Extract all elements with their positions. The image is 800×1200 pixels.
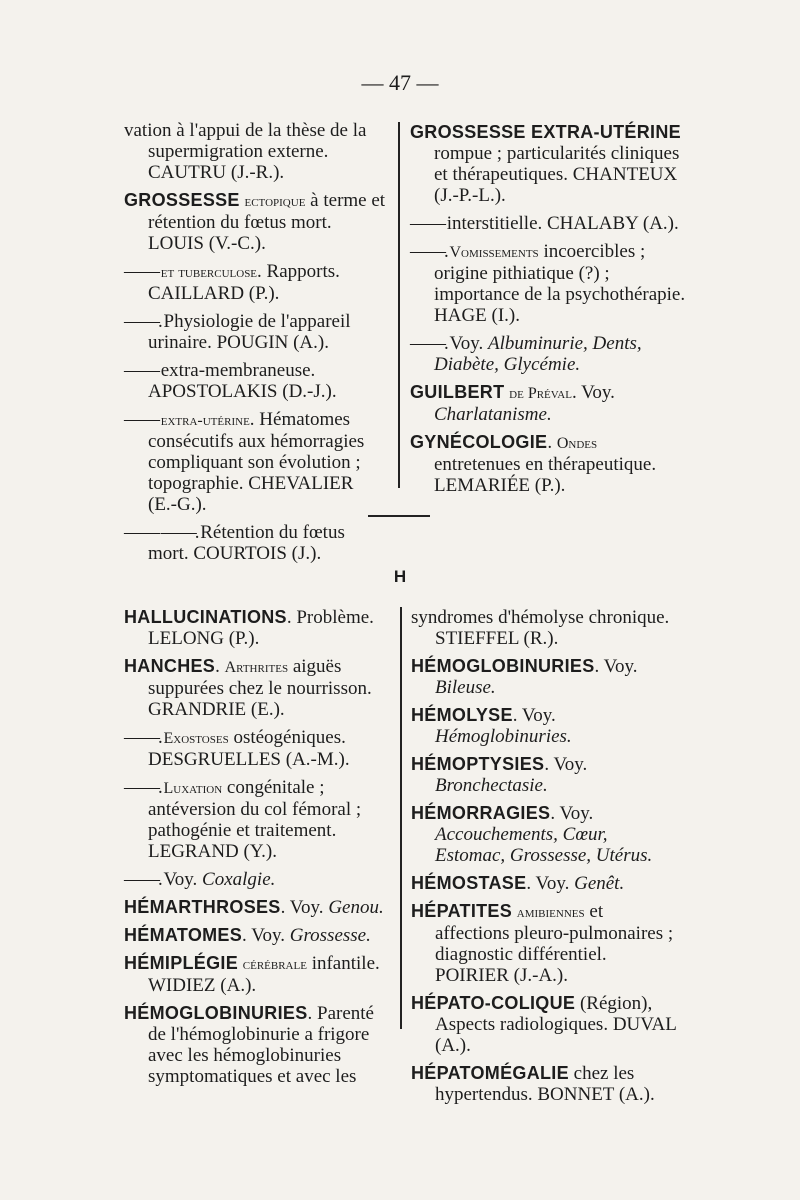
- entry-text: infantile. WIDIEZ (A.).: [148, 953, 380, 996]
- index-entry: [410, 213, 686, 234]
- entry-text: congénitale ; antéversion du col fémoral ; pathogénie et traitement. LEGRAND (Y.).: [148, 777, 362, 862]
- index-entry: [124, 190, 386, 254]
- entry-text: entretenues en thérapeutique. LEMARIÉE (P.).: [434, 454, 657, 496]
- entry-headword: HÉMARTHROSES: [124, 897, 281, 917]
- index-entry: [124, 311, 386, 353]
- entry-text: Luxation: [163, 780, 223, 797]
- index-entry: [124, 656, 392, 720]
- entry-text: Genêt.: [574, 873, 625, 894]
- entry-text: . Voy.: [526, 873, 575, 894]
- entry-headword: HÉMORRAGIES: [411, 803, 551, 823]
- index-entry: [124, 607, 392, 649]
- entry-text: Albuminurie, Dents, Diabète, Glycémie.: [434, 333, 642, 375]
- entry-text: Ondes: [556, 435, 598, 452]
- index-entry: [411, 1063, 679, 1105]
- entry-headword: HÉMOPTYSIES: [411, 754, 545, 774]
- column-top-left: [124, 120, 386, 571]
- entry-text: ——.: [124, 311, 164, 332]
- entry-text: . Voy.: [280, 897, 329, 918]
- entry-headword: HÉPATOMÉGALIE: [411, 1063, 569, 1083]
- entry-text: . Parenté de l'hémoglobinurie a frigore avec les hémoglobinuries symptomatiques et avec les: [148, 1003, 374, 1087]
- entry-text: aiguës suppurées chez le nourrisson. GRANDRIE (E.).: [148, 656, 372, 720]
- index-entry: [411, 705, 679, 747]
- entry-text: rompue ; particularités cliniques et thérapeutiques. CHANTEUX (J.-P.-L.).: [434, 143, 680, 206]
- entry-text: et tuberculose: [160, 264, 258, 281]
- entry-text: —— ——.: [124, 522, 201, 543]
- page-number: — 47 —: [361, 70, 439, 95]
- entry-text: Genou.: [328, 897, 384, 918]
- entry-headword: HÉPATO-COLIQUE: [411, 993, 576, 1013]
- entry-text: Hémoglobinuries.: [435, 726, 572, 747]
- entry-text: Coxalgie.: [202, 869, 276, 890]
- entry-text: Bronchectasie.: [435, 775, 548, 796]
- column-top-right: [410, 122, 686, 503]
- entry-text: vation à l'appui de la thèse de la supermigration externe. CAUTRU (J.-R.).: [124, 120, 367, 183]
- section-letter: H: [393, 567, 407, 586]
- entry-text: Exostoses: [163, 730, 229, 747]
- entry-text: ostéogéniques. DESGRUELLES (A.-M.).: [148, 727, 350, 770]
- entry-headword: GROSSESSE EXTRA-UTÉRINE: [410, 122, 681, 142]
- column-divider-top: [398, 122, 400, 488]
- entry-text: ——.: [410, 241, 450, 262]
- index-entry: [410, 382, 686, 425]
- entry-headword: HÉMOGLOBINURIES: [124, 1003, 308, 1023]
- entry-headword: HÉPATITES: [411, 901, 513, 921]
- entry-headword: HÉMIPLÉGIE: [124, 953, 239, 973]
- entry-text: . Rapports. CAILLARD (P.).: [148, 261, 340, 304]
- index-entry: [124, 120, 386, 183]
- entry-text: Arthrites: [224, 659, 289, 676]
- column-divider-bottom: [400, 607, 402, 1029]
- entry-text: extra-utérine: [160, 412, 250, 429]
- index-entry: [124, 522, 386, 564]
- index-entry: [411, 754, 679, 796]
- column-bottom-left: [124, 607, 392, 1094]
- entry-text: de Préval: [509, 385, 572, 402]
- index-entry: [124, 953, 392, 996]
- entry-text: . Voy.: [512, 705, 556, 726]
- entry-headword: GYNÉCOLOGIE: [410, 432, 548, 452]
- index-entry: [124, 1003, 392, 1087]
- entry-text: interstitielle. CHALABY (A.).: [446, 213, 679, 234]
- entry-headword: HALLUCINATIONS: [124, 607, 287, 627]
- index-entry: [124, 897, 392, 918]
- entry-text: Charlatanisme.: [434, 404, 552, 425]
- index-entry: [411, 993, 679, 1056]
- entry-text: (Région), Aspects radiologiques. DUVAL (A.).: [435, 993, 677, 1056]
- entry-text: Voy.: [449, 333, 489, 354]
- entry-text: Grossesse.: [289, 925, 371, 946]
- index-entry: [124, 925, 392, 946]
- entry-text: à terme et rétention du fœtus mort. LOUIS (V.-C.).: [148, 190, 386, 254]
- index-entry: [124, 777, 392, 862]
- entry-headword: HÉMOLYSE: [411, 705, 513, 725]
- index-entry: [410, 241, 686, 326]
- entry-text: cérébrale: [242, 956, 307, 973]
- index-entry: [410, 122, 686, 206]
- entry-text: . Hématomes consécutifs aux hémorragies compliquant son évolution ; topographie. CHEVALIER (E.-G.).: [148, 409, 365, 515]
- entry-text: ——: [124, 360, 161, 381]
- section-rule: [368, 515, 430, 517]
- index-entry: [124, 261, 386, 304]
- entry-text: . Voy.: [594, 656, 638, 677]
- entry-text: Physiologie de l'appareil urinaire. POUGIN (A.).: [148, 311, 351, 353]
- entry-text: ——: [124, 261, 161, 282]
- entry-headword: GUILBERT: [410, 382, 505, 402]
- entry-text: ——: [124, 409, 161, 430]
- entry-headword: GROSSESSE: [124, 190, 240, 210]
- entry-text: . Voy.: [571, 382, 615, 403]
- entry-text: Accouchements, Cœur, Estomac, Grossesse, Utérus.: [435, 824, 653, 866]
- entry-text: chez les hypertendus. BONNET (A.).: [435, 1063, 655, 1105]
- index-entry: [124, 360, 386, 402]
- entry-text: Bileuse.: [435, 677, 496, 698]
- entry-text: syndromes d'hémolyse chronique. STIEFFEL (R.).: [411, 607, 670, 649]
- entry-text: ——: [410, 213, 447, 234]
- index-entry: [411, 803, 679, 866]
- entry-text: ectopique: [244, 193, 306, 210]
- index-entry: [410, 432, 686, 496]
- entry-text: amibiennes: [516, 904, 585, 921]
- entry-text: extra-membraneuse. APOSTOLAKIS (D.-J.).: [148, 360, 337, 402]
- entry-text: ——.: [410, 333, 450, 354]
- index-entry: [410, 333, 686, 375]
- entry-text: Voy.: [163, 869, 203, 890]
- entry-text: et affections pleuro-pulmonaires ; diagnostic différentiel. POIRIER (J.-A.).: [435, 901, 674, 986]
- index-entry: [411, 873, 679, 894]
- entry-text: .: [215, 656, 225, 677]
- entry-text: . Voy.: [550, 803, 594, 824]
- entry-text: .: [547, 432, 557, 453]
- entry-headword: HÉMATOMES: [124, 925, 243, 945]
- index-entry: [411, 901, 679, 986]
- column-bottom-right: [411, 607, 679, 1112]
- index-entry: [124, 727, 392, 770]
- entry-text: Rétention du fœtus mort. COURTOIS (J.).: [148, 522, 345, 564]
- entry-headword: HANCHES: [124, 656, 216, 676]
- entry-text: . Voy.: [544, 754, 588, 775]
- index-entry: [124, 869, 392, 890]
- entry-headword: HÉMOGLOBINURIES: [411, 656, 595, 676]
- entry-text: ——.: [124, 727, 164, 748]
- index-entry: [411, 607, 679, 649]
- entry-text: . Problème. LELONG (P.).: [148, 607, 374, 649]
- entry-text: incoercibles ; origine pithiatique (?) ; importance de la psychothérapie. HAGE (I.).: [434, 241, 686, 326]
- index-entry: [124, 409, 386, 515]
- entry-headword: HÉMOSTASE: [411, 873, 527, 893]
- entry-text: Vomissements: [449, 244, 539, 261]
- entry-text: ——.: [124, 777, 164, 798]
- entry-text: ——.: [124, 869, 164, 890]
- entry-text: . Voy.: [242, 925, 290, 946]
- index-entry: [411, 656, 679, 698]
